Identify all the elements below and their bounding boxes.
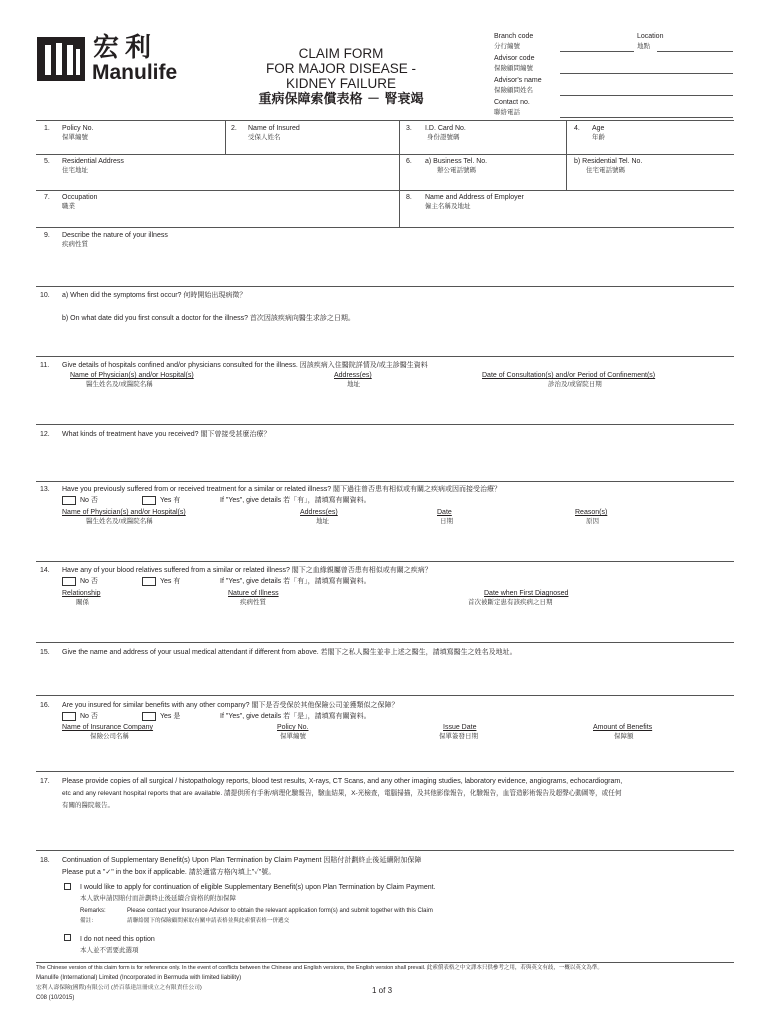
occupation-label-zh: 職業: [62, 203, 75, 210]
title-chinese: 重病保障索償表格 － 腎衰竭: [258, 92, 424, 107]
manulife-logo: [37, 37, 85, 81]
q12-text: What kinds of treatment have you received? 閣下曾接受甚麼治療？: [62, 431, 271, 438]
insured-name-label: Name of Insured: [248, 125, 300, 132]
q13-ifyes-label: If "Yes", give details 若「有」，請填寫有關資料。: [220, 497, 371, 504]
q10a-text: a) When did the symptoms first occur? 何時開始出現病徵？: [62, 292, 247, 299]
q14-no-checkbox[interactable]: [62, 577, 76, 586]
q16-col-issue-date: Issue Date: [443, 724, 477, 731]
q16-col-amount: Amount of Benefits: [593, 724, 653, 731]
q16-col-amount-zh: 保障額: [614, 733, 634, 740]
q18-text: Continuation of Supplementary Benefit(s) Upon Plan Termination by Claim Payment 因賠付計劃終止後延續附加保障: [62, 857, 422, 864]
divider: [36, 227, 734, 228]
question-number: 16.: [40, 702, 50, 709]
q14-no-label: No 否: [80, 578, 98, 585]
q18-option-continue-zh: 本人欲申請因賠付而計劃終止後延續合資格的附加保障: [80, 895, 236, 902]
question-number: 10.: [40, 292, 50, 299]
q16-col-issue-date-zh: 保單簽發日期: [439, 733, 478, 740]
q13-col-physician-zh: 醫生姓名及/或醫院名稱: [86, 518, 153, 525]
field-number: 9.: [44, 232, 50, 239]
treatment-field[interactable]: [62, 442, 730, 479]
divider: [36, 561, 734, 562]
q14-yes-label: Yes 有: [160, 578, 181, 585]
business-tel-field[interactable]: [425, 176, 563, 188]
q18-tick-instruction: Please put a "✓" in the box if applicable. 請於適當方格內填上"✓"號。: [62, 869, 276, 876]
title-line-2: FOR MAJOR DISEASE -: [265, 61, 417, 76]
symptoms-date-field[interactable]: [62, 302, 730, 312]
business-tel-label: a) Business Tel. No.: [425, 158, 488, 165]
q11-col-physician-zh: 醫生姓名及/或醫院名稱: [86, 381, 153, 388]
divider: [36, 286, 734, 287]
q13-yes-checkbox[interactable]: [142, 496, 156, 505]
id-card-field[interactable]: [425, 143, 563, 153]
id-card-label: I.D. Card No.: [425, 125, 466, 132]
q11-text: Give details of hospitals confined and/or physicians consulted for the illness. 因該疾病入住醫院詳情及/或主診醫生資料: [62, 362, 428, 369]
q13-col-date-zh: 日期: [440, 518, 453, 525]
page-number: 1 of 3: [372, 986, 393, 995]
q16-col-policy-zh: 保單編號: [280, 733, 306, 740]
footer-company-en: Manulife (International) Limited (Incorporated in Bermuda with limited liability): [36, 975, 242, 981]
id-card-label-zh: 身份證號碼: [427, 134, 460, 141]
insured-name-label-zh: 受保人姓名: [248, 134, 281, 141]
employer-label-zh: 僱主名稱及地址: [425, 203, 471, 210]
q11-col-physician: Name of Physician(s) and/or Hospital(s): [70, 372, 194, 379]
q11-details-field[interactable]: [62, 391, 730, 422]
divider: [36, 190, 734, 191]
q18-decline-checkbox[interactable]: [64, 934, 71, 941]
q14-details-field[interactable]: [62, 609, 730, 640]
q16-yes-label: Yes 是: [160, 713, 181, 720]
manulife-m-icon: [37, 37, 85, 81]
divider: [36, 481, 734, 482]
divider: [225, 120, 226, 154]
q16-ifyes-label: If "Yes", give details 若「是」，請填寫有關資料。: [220, 713, 371, 720]
employer-label: Name and Address of Employer: [425, 194, 524, 201]
q18-remarks-text: Please contact your Insurance Advisor to obtain the relevant application form(s) and submit together with this Claim: [127, 908, 433, 914]
illness-nature-field[interactable]: [62, 251, 730, 284]
q13-col-reason-zh: 原因: [586, 518, 599, 525]
residential-address-label: Residential Address: [62, 158, 124, 165]
age-label: Age: [592, 125, 605, 132]
advisor-name-field[interactable]: [560, 95, 733, 96]
q13-col-address-zh: 地址: [316, 518, 329, 525]
branch-code-label: Branch code: [494, 33, 534, 40]
form-title: [236, 46, 446, 108]
footer-company-zh: 宏利人壽保險(國際)有限公司 (於百慕達註冊成立之有限責任公司): [36, 985, 202, 991]
residential-tel-field[interactable]: [574, 176, 730, 188]
field-number: 5.: [44, 158, 50, 165]
q17-line-2: etc and any relevant hospital reports that are available. 請提供所有手術/病理化驗報告，驗血結果，X-光檢查，電腦掃描，及其他影像報告，化驗報告，血管造影術報告及超聲心動圖等，或任何: [62, 790, 622, 797]
field-number: 7.: [44, 194, 50, 201]
logo-chinese: 宏利: [93, 33, 158, 63]
divider: [36, 154, 734, 155]
divider: [36, 642, 734, 643]
q16-no-checkbox[interactable]: [62, 712, 76, 721]
divider: [36, 120, 734, 121]
residential-tel-label: b) Residential Tel. No.: [574, 158, 643, 165]
q17-line-3: 有關的醫院報告。: [62, 802, 114, 809]
insured-name-field[interactable]: [248, 143, 396, 153]
q10b-text: b) On what date did you first consult a doctor for the illness? 首次因該疾病向醫生求診之日期。: [62, 315, 355, 322]
field-number: 1.: [44, 125, 50, 132]
advisor-code-label: Advisor code: [494, 55, 535, 62]
q11-col-address: Address(es): [334, 372, 372, 379]
footer-disclaimer: The Chinese version of this claim form is for reference only. In the event of conflicts between the Chinese and English versions, the English version shall prevail. 此索償表格之中文譯本只供參考之用，若與英文有歧，一概以英文為準。: [36, 965, 603, 971]
q14-col-diagnosed-zh: 首次被斷定患有該疾病之日期: [468, 599, 553, 606]
title-line-3: KIDNEY FAILURE: [285, 76, 397, 91]
title-line-1: CLAIM FORM: [298, 46, 384, 61]
divider: [399, 120, 400, 227]
location-label: Location: [637, 33, 664, 40]
policy-no-field[interactable]: [62, 143, 222, 153]
q13-text: Have you previously suffered from or received treatment for a similar or related illness? 閣下過往曾否患有相似或有關之疾病或因而接受治療？: [62, 486, 502, 493]
age-label-zh: 年齡: [592, 134, 605, 141]
q16-yes-checkbox[interactable]: [142, 712, 156, 721]
q18-option-decline-zh: 本人並不需要此選項: [80, 947, 139, 954]
divider: [36, 695, 734, 696]
q18-option-continue: I would like to apply for continuation of eligible Supplementary Benefit(s) upon Plan Termination by Claim Payment.: [80, 884, 436, 891]
question-number: 13.: [40, 486, 50, 493]
q11-col-address-zh: 地址: [347, 381, 360, 388]
divider: [566, 120, 567, 190]
first-consult-date-field[interactable]: [62, 326, 730, 354]
logo-english: Manulife: [92, 61, 178, 84]
q16-details-field[interactable]: [62, 743, 730, 769]
q13-col-physician: Name of Physician(s) and/or Hospital(s): [62, 509, 186, 516]
q14-col-diagnosed: Date when First Diagnosed: [484, 590, 569, 597]
business-tel-label-zh: 辦公電話號碼: [437, 167, 476, 174]
q13-details-field[interactable]: [62, 528, 730, 559]
field-number: 2.: [231, 125, 237, 132]
q14-col-nature: Nature of Illness: [228, 590, 279, 597]
policy-no-label: Policy No.: [62, 125, 94, 132]
contact-no-label: Contact no.: [494, 99, 530, 106]
advisor-code-label-zh: 保險顧問編號: [494, 65, 533, 72]
q16-text: Are you insured for similar benefits with any other company? 閣下是否受保於其他保險公司並獲類似之保障？: [62, 702, 399, 709]
policy-no-label-zh: 保單編號: [62, 134, 88, 141]
q14-col-relationship-zh: 關係: [76, 599, 89, 606]
medical-attendant-field[interactable]: [62, 660, 730, 693]
location-label-zh: 地點: [637, 43, 650, 50]
advisor-code-field[interactable]: [560, 73, 733, 74]
q18-remarks-label: Remarks:: [80, 908, 106, 914]
divider: [36, 356, 734, 357]
q17-line-1: Please provide copies of all surgical / histopathology reports, blood test results, X-rays, CT Scans, and any other imaging studies, laboratory evidence, angiograms, echocardiogram,: [62, 778, 623, 785]
q15-text: Give the name and address of your usual medical attendant if different from above. 若閣下之私人醫生並非上述之醫生，請填寫醫生之姓名及地址。: [62, 649, 517, 656]
q14-yes-checkbox[interactable]: [142, 577, 156, 586]
divider: [36, 424, 734, 425]
divider: [36, 850, 734, 851]
q11-col-date: Date of Consultation(s) and/or Period of Confinement(s): [482, 372, 656, 379]
illness-nature-label: Describe the nature of your illness: [62, 232, 168, 239]
q14-col-relationship: Relationship: [62, 590, 101, 597]
branch-code-field[interactable]: [560, 51, 634, 52]
question-number: 15.: [40, 649, 50, 656]
q16-col-company-zh: 保險公司名稱: [90, 733, 129, 740]
q18-remarks-label-zh: 備註：: [80, 918, 97, 924]
contact-no-label-zh: 聯絡電話: [494, 109, 520, 116]
employer-field[interactable]: [425, 212, 730, 225]
q16-no-label: No 否: [80, 713, 98, 720]
occupation-label: Occupation: [62, 194, 98, 201]
divider: [36, 771, 734, 772]
q18-option-decline: I do not need this option: [80, 936, 155, 943]
q18-remarks-text-zh: 請聯絡閣下的保險顧問索取有關申請表格並與此索償表格一併遞交: [127, 918, 290, 924]
q13-no-checkbox[interactable]: [62, 496, 76, 505]
q14-text: Have any of your blood relatives suffered from a similar or related illness? 閣下之血緣親屬曾否患有相似或有關之疾病？: [62, 567, 432, 574]
q13-yes-label: Yes 有: [160, 497, 181, 504]
question-number: 14.: [40, 567, 50, 574]
question-number: 11.: [40, 362, 50, 369]
question-number: 18.: [40, 857, 50, 864]
divider: [36, 962, 734, 963]
field-number: 3.: [406, 125, 412, 132]
q16-col-company: Name of Insurance Company: [62, 724, 154, 731]
residential-address-field[interactable]: [62, 176, 396, 188]
question-number: 12.: [40, 431, 50, 438]
occupation-field[interactable]: [62, 212, 396, 225]
q16-col-policy: Policy No.: [277, 724, 309, 731]
q13-col-reason: Reason(s): [575, 509, 608, 516]
form-code: C08 (10/2015): [36, 995, 75, 1001]
advisor-name-label: Advisor's name: [494, 77, 542, 84]
field-number: 8.: [406, 194, 412, 201]
q18-continue-checkbox[interactable]: [64, 883, 71, 890]
location-field[interactable]: [657, 51, 733, 52]
q11-col-date-zh: 診治及/或留院日期: [548, 381, 602, 388]
q14-col-nature-zh: 疾病性質: [240, 599, 266, 606]
field-number: 4.: [574, 125, 580, 132]
field-number: 6.: [406, 158, 412, 165]
contact-no-field[interactable]: [560, 117, 733, 118]
q13-no-label: No 否: [80, 497, 98, 504]
illness-nature-label-zh: 疾病性質: [62, 241, 88, 248]
residential-tel-label-zh: 住宅電話號碼: [586, 167, 625, 174]
q13-col-date: Date: [437, 509, 452, 516]
advisor-name-label-zh: 保險顧問姓名: [494, 87, 533, 94]
question-number: 17.: [40, 778, 50, 785]
residential-address-label-zh: 住宅地址: [62, 167, 88, 174]
branch-code-label-zh: 分行編號: [494, 43, 520, 50]
q14-ifyes-label: If "Yes", give details 若「有」，請填寫有關資料。: [220, 578, 371, 585]
age-field[interactable]: [592, 143, 730, 153]
q13-col-address: Address(es): [300, 509, 338, 516]
